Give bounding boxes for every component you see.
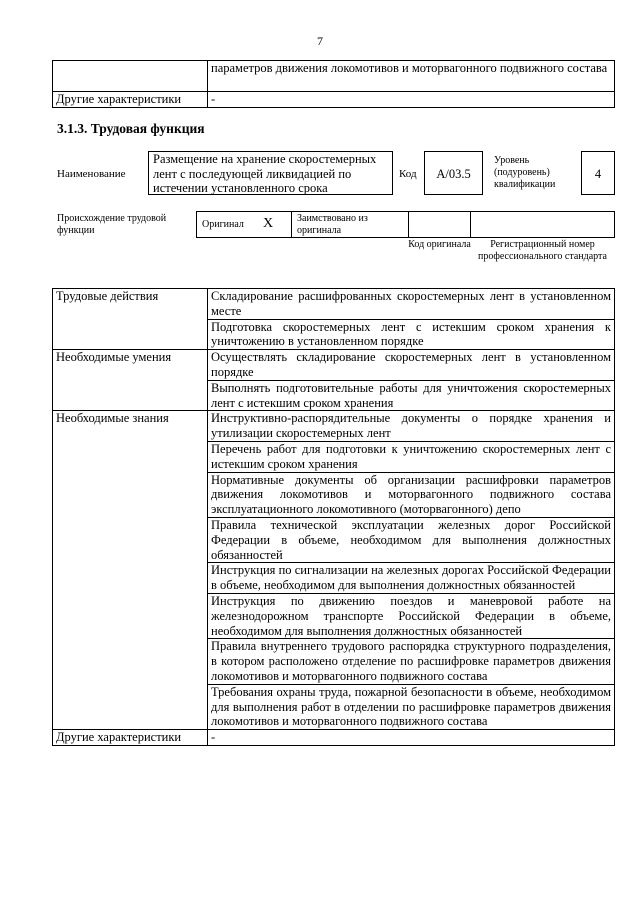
original-box — [196, 211, 292, 238]
other-label: Другие характеристики — [53, 92, 208, 108]
knowledge-item: Правила технической эксплуатации железных дорог Российской Федерации в объеме, необходимом для выполнения должностных обязанностей — [208, 517, 615, 562]
code-caption: Код оригинала — [408, 239, 471, 250]
table-row — [53, 289, 615, 320]
table-row — [53, 350, 615, 381]
table-row — [53, 92, 615, 108]
knowledge-item: Инструктивно-распорядительные документы о порядке хранения и утилизации скоростемерных лент — [208, 411, 615, 442]
top-table — [52, 60, 615, 108]
labor-action: Складирование расшифрованных скоростемерных лент в установленном месте — [208, 289, 615, 320]
original-label: Оригинал — [202, 219, 244, 230]
skill: Осуществлять складирование скоростемерных лент в установленном порядке — [208, 350, 615, 381]
knowledge-item: Требования охраны труда, пожарной безопасности в объеме, необходимом для выполнения работ в отделении по расшифровке параметров движения локомотивов и моторвагонного подвижного состава — [208, 684, 615, 729]
name-label: Наименование — [57, 168, 126, 180]
table-row — [53, 730, 615, 746]
borrowed-label: Заимствовано из оригинала — [297, 213, 368, 236]
reg-caption: Регистрационный номер профессионального стандарта — [478, 239, 607, 262]
main-table — [52, 288, 615, 746]
labor-action: Подготовка скоростемерных лент с истекшим сроком хранения к уничтожению в установленном порядке — [208, 319, 615, 350]
section-title: 3.1.3. Трудовая функция — [57, 121, 205, 136]
page-number: 7 — [317, 34, 323, 48]
skills-label: Необходимые умения — [53, 350, 208, 411]
other-label: Другие характеристики — [53, 730, 208, 746]
other-value: - — [208, 730, 615, 746]
level-value: 4 — [581, 151, 615, 195]
knowledge-item: Правила внутреннего трудового распорядка структурного подразделения, в котором расположено отделение по расшифровке параметров движения локомотивов и моторвагонного подвижного состава — [208, 639, 615, 684]
empty-cell — [53, 61, 208, 92]
knowledge-item: Инструкция по движению поездов и маневровой работе на железнодорожном транспорте Российской Федерации в объеме, необходимом для выполнения должностных обязанностей — [208, 593, 615, 638]
knowledge-label: Необходимые знания — [53, 411, 208, 730]
labor-actions-label: Трудовые действия — [53, 289, 208, 350]
reg-number-box — [470, 211, 615, 238]
name-value: Размещение на хранение скоростемерных лент с последующей ликвидацией по истечении установленного срока — [148, 151, 393, 195]
table-row — [53, 61, 615, 92]
skill: Выполнять подготовительные работы для уничтожения скоростемерных лент с истекшим сроком хранения — [208, 380, 615, 411]
code-original-box — [408, 211, 471, 238]
knowledge-item: Нормативные документы об организации расшифровки параметров движения локомотивов и моторвагонного подвижного состава эксплуатационного локомотивного (моторвагонного) депо — [208, 472, 615, 517]
borrowed-box — [291, 211, 409, 238]
code-value: A/03.5 — [424, 151, 483, 195]
original-mark: X — [263, 216, 274, 231]
knowledge-item: Перечень работ для подготовки к уничтожению скоростемерных лент с истекшим сроком хранения — [208, 441, 615, 472]
continuation-cell: параметров движения локомотивов и моторвагонного подвижного состава — [208, 61, 615, 92]
table-row — [53, 411, 615, 442]
level-label: Уровень (подуровень) квалификации — [494, 155, 556, 190]
origin-label: Происхождение трудовой функции — [57, 213, 167, 236]
other-value: - — [208, 92, 615, 108]
knowledge-item: Инструкция по сигнализации на железных дорогах Российской Федерации в объеме, необходимом для выполнения должностных обязанностей — [208, 563, 615, 594]
code-label: Код — [399, 168, 417, 180]
